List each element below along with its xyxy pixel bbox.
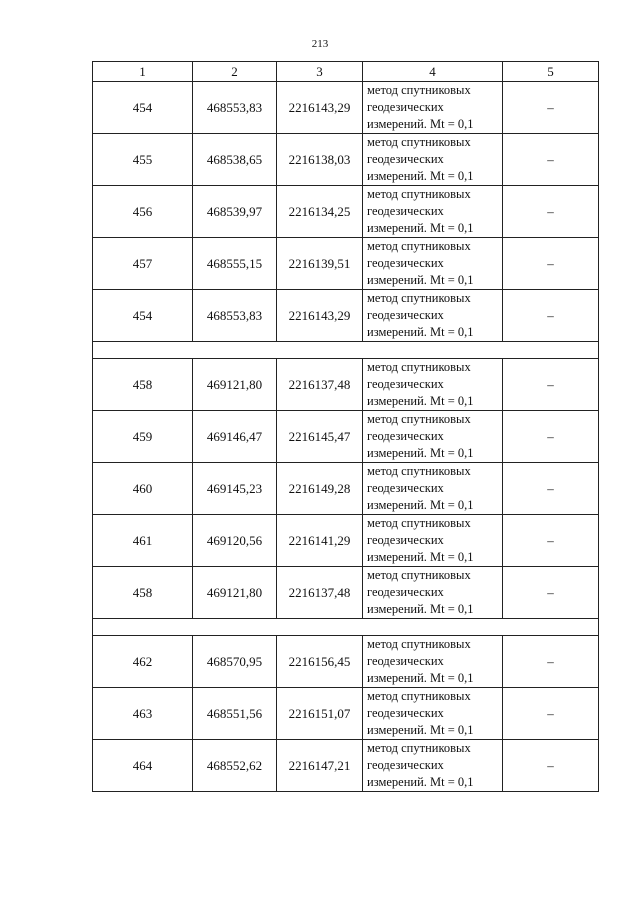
- method-line: измерений. Mt = 0,1: [367, 446, 474, 460]
- point-number-cell: 454: [93, 82, 193, 134]
- method-line: измерений. Mt = 0,1: [367, 602, 474, 616]
- group-separator-row: [93, 342, 599, 359]
- header-col-1: 1: [93, 62, 193, 82]
- method-line: геодезических: [367, 585, 444, 599]
- y-coordinate-cell: 2216147,21: [277, 740, 363, 792]
- group-separator-row: [93, 619, 599, 636]
- column-5-cell: –: [503, 134, 599, 186]
- point-number-cell: 455: [93, 134, 193, 186]
- point-number-cell: 457: [93, 238, 193, 290]
- method-cell: [363, 290, 503, 342]
- method-line: метод спутниковых: [367, 516, 471, 530]
- y-coordinate-cell: 2216138,03: [277, 134, 363, 186]
- table-row: [93, 359, 599, 411]
- table-row: [93, 688, 599, 740]
- point-number-cell: 461: [93, 515, 193, 567]
- method-line: метод спутниковых: [367, 689, 471, 703]
- header-col-4: 4: [363, 62, 503, 82]
- x-coordinate-cell: 468570,95: [193, 636, 277, 688]
- method-cell: [363, 82, 503, 134]
- table-body: [93, 82, 599, 792]
- column-5-cell: –: [503, 411, 599, 463]
- x-coordinate-cell: 468553,83: [193, 82, 277, 134]
- column-5-cell: –: [503, 82, 599, 134]
- point-number-cell: 454: [93, 290, 193, 342]
- table-row: [93, 411, 599, 463]
- method-cell: [363, 134, 503, 186]
- method-line: измерений. Mt = 0,1: [367, 325, 474, 339]
- point-number-cell: 459: [93, 411, 193, 463]
- method-cell: [363, 515, 503, 567]
- method-line: метод спутниковых: [367, 637, 471, 651]
- method-line: геодезических: [367, 706, 444, 720]
- x-coordinate-cell: 468555,15: [193, 238, 277, 290]
- method-cell: [363, 567, 503, 619]
- table-row: [93, 463, 599, 515]
- y-coordinate-cell: 2216143,29: [277, 290, 363, 342]
- table-row: [93, 740, 599, 792]
- point-number-cell: 456: [93, 186, 193, 238]
- x-coordinate-cell: 469146,47: [193, 411, 277, 463]
- table-row: [93, 238, 599, 290]
- column-5-cell: –: [503, 740, 599, 792]
- column-5-cell: –: [503, 238, 599, 290]
- table-row: [93, 636, 599, 688]
- y-coordinate-cell: 2216137,48: [277, 359, 363, 411]
- method-line: измерений. Mt = 0,1: [367, 394, 474, 408]
- coordinates-table: [92, 61, 599, 792]
- x-coordinate-cell: 468539,97: [193, 186, 277, 238]
- point-number-cell: 460: [93, 463, 193, 515]
- column-5-cell: –: [503, 636, 599, 688]
- y-coordinate-cell: 2216141,29: [277, 515, 363, 567]
- method-line: метод спутниковых: [367, 464, 471, 478]
- header-col-2: 2: [193, 62, 277, 82]
- x-coordinate-cell: 468538,65: [193, 134, 277, 186]
- y-coordinate-cell: 2216151,07: [277, 688, 363, 740]
- x-coordinate-cell: 468551,56: [193, 688, 277, 740]
- method-cell: [363, 463, 503, 515]
- y-coordinate-cell: 2216143,29: [277, 82, 363, 134]
- method-line: геодезических: [367, 429, 444, 443]
- method-line: метод спутниковых: [367, 291, 471, 305]
- method-cell: [363, 740, 503, 792]
- method-line: измерений. Mt = 0,1: [367, 169, 474, 183]
- column-5-cell: –: [503, 359, 599, 411]
- method-cell: [363, 359, 503, 411]
- method-line: метод спутниковых: [367, 741, 471, 755]
- point-number-cell: 463: [93, 688, 193, 740]
- table-row: [93, 515, 599, 567]
- method-cell: [363, 411, 503, 463]
- method-line: измерений. Mt = 0,1: [367, 723, 474, 737]
- header-col-3: 3: [277, 62, 363, 82]
- method-line: метод спутниковых: [367, 83, 471, 97]
- separator-cell: [93, 619, 599, 636]
- method-cell: [363, 688, 503, 740]
- method-line: измерений. Mt = 0,1: [367, 221, 474, 235]
- x-coordinate-cell: 469121,80: [193, 567, 277, 619]
- method-line: метод спутниковых: [367, 187, 471, 201]
- x-coordinate-cell: 469145,23: [193, 463, 277, 515]
- point-number-cell: 458: [93, 567, 193, 619]
- method-line: геодезических: [367, 152, 444, 166]
- method-line: измерений. Mt = 0,1: [367, 498, 474, 512]
- x-coordinate-cell: 469120,56: [193, 515, 277, 567]
- method-line: измерений. Mt = 0,1: [367, 117, 474, 131]
- point-number-cell: 458: [93, 359, 193, 411]
- method-line: метод спутниковых: [367, 412, 471, 426]
- table-row: [93, 290, 599, 342]
- method-cell: [363, 636, 503, 688]
- method-line: геодезических: [367, 308, 444, 322]
- method-line: геодезических: [367, 654, 444, 668]
- y-coordinate-cell: 2216134,25: [277, 186, 363, 238]
- table-row: [93, 567, 599, 619]
- method-line: измерений. Mt = 0,1: [367, 273, 474, 287]
- method-line: измерений. Mt = 0,1: [367, 775, 474, 789]
- column-5-cell: –: [503, 186, 599, 238]
- method-line: геодезических: [367, 533, 444, 547]
- method-line: измерений. Mt = 0,1: [367, 671, 474, 685]
- table-header-row: [93, 62, 599, 82]
- page-number: 213: [311, 38, 329, 50]
- method-line: метод спутниковых: [367, 568, 471, 582]
- column-5-cell: –: [503, 463, 599, 515]
- header-col-5: 5: [503, 62, 599, 82]
- y-coordinate-cell: 2216139,51: [277, 238, 363, 290]
- separator-cell: [93, 342, 599, 359]
- method-line: метод спутниковых: [367, 135, 471, 149]
- y-coordinate-cell: 2216156,45: [277, 636, 363, 688]
- method-line: геодезических: [367, 481, 444, 495]
- column-5-cell: –: [503, 567, 599, 619]
- column-5-cell: –: [503, 688, 599, 740]
- method-line: метод спутниковых: [367, 360, 471, 374]
- x-coordinate-cell: 468553,83: [193, 290, 277, 342]
- method-line: геодезических: [367, 100, 444, 114]
- method-line: геодезических: [367, 204, 444, 218]
- y-coordinate-cell: 2216145,47: [277, 411, 363, 463]
- y-coordinate-cell: 2216149,28: [277, 463, 363, 515]
- method-line: геодезических: [367, 256, 444, 270]
- method-cell: [363, 186, 503, 238]
- method-line: геодезических: [367, 377, 444, 391]
- y-coordinate-cell: 2216137,48: [277, 567, 363, 619]
- column-5-cell: –: [503, 515, 599, 567]
- table-row: [93, 82, 599, 134]
- table-row: [93, 134, 599, 186]
- method-line: геодезических: [367, 758, 444, 772]
- method-line: метод спутниковых: [367, 239, 471, 253]
- point-number-cell: 462: [93, 636, 193, 688]
- table-row: [93, 186, 599, 238]
- point-number-cell: 464: [93, 740, 193, 792]
- x-coordinate-cell: 468552,62: [193, 740, 277, 792]
- column-5-cell: –: [503, 290, 599, 342]
- method-line: измерений. Mt = 0,1: [367, 550, 474, 564]
- method-cell: [363, 238, 503, 290]
- x-coordinate-cell: 469121,80: [193, 359, 277, 411]
